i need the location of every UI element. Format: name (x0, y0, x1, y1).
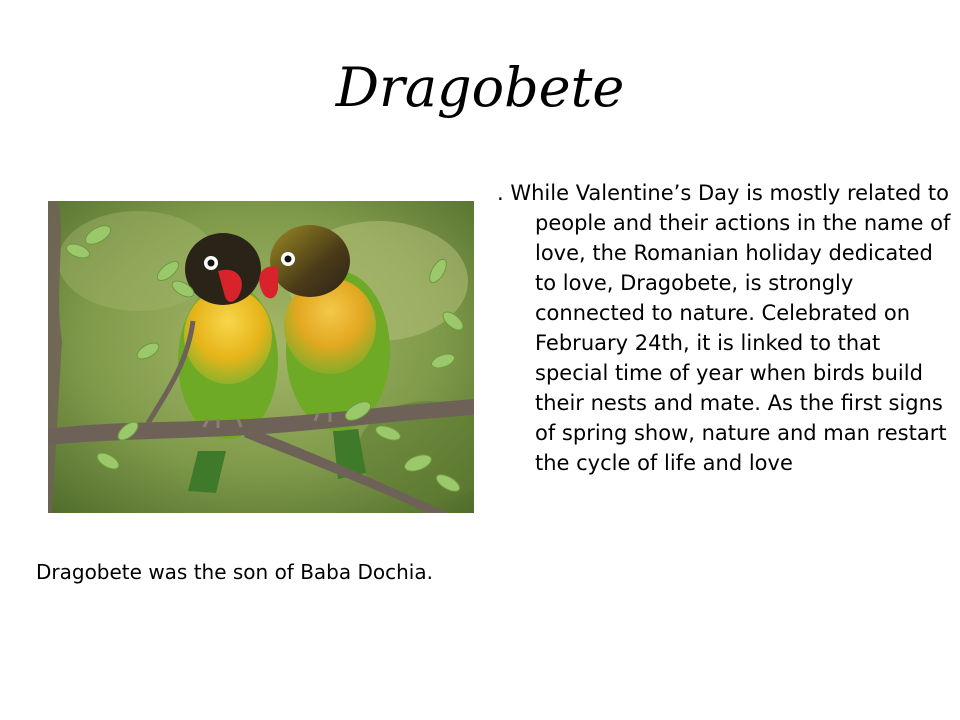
lovebirds-photo (48, 201, 474, 513)
photo-caption: Dragobete was the son of Baba Dochia. (36, 560, 433, 584)
slide-title: Dragobete (335, 56, 625, 119)
body-paragraph: . While Valentine’s Day is mostly related to people and their actions in the name of love, the Romanian holiday dedicated to love, Dragobete, is strongly connected to nature. Celebrated on February 24th, it is linked to that special time of year when birds build their nests and mate. As the first signs of spring show, nature and man restart the cycle of life and love (497, 181, 951, 475)
